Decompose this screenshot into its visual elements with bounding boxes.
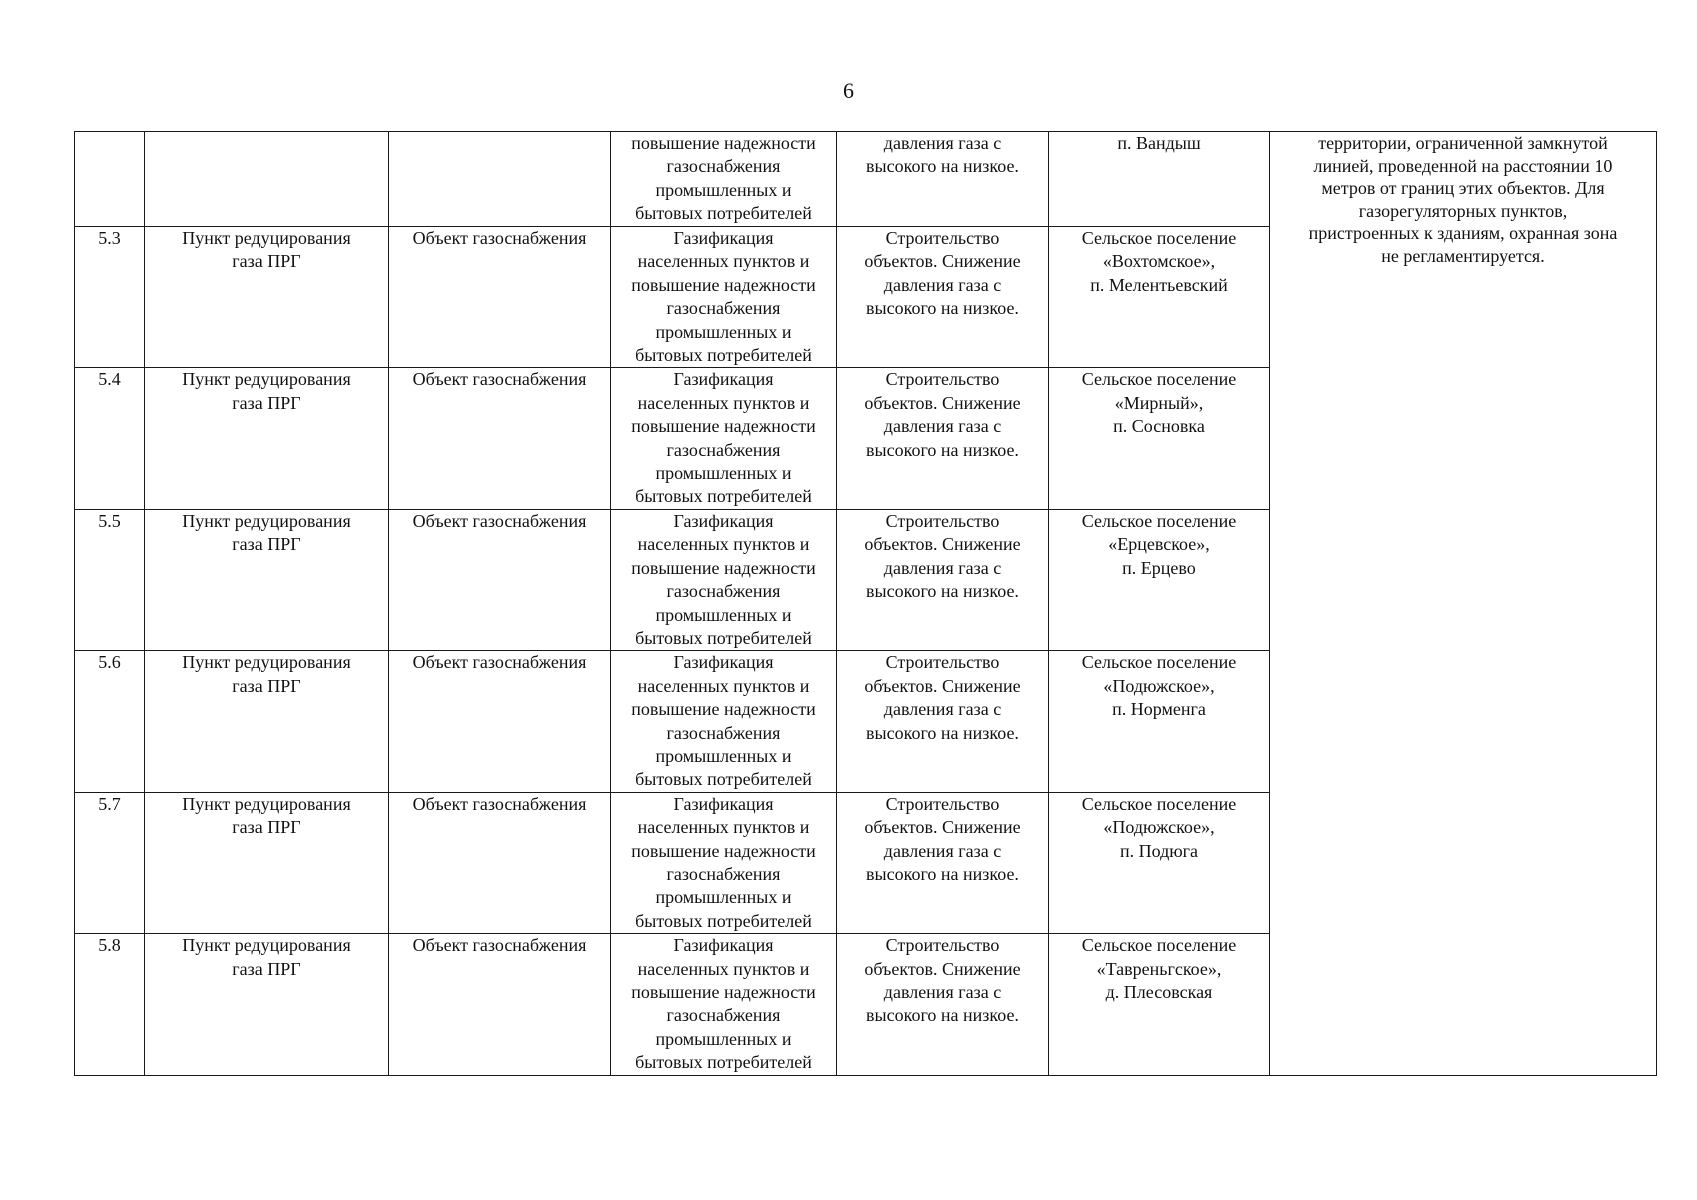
location-cell: Сельское поселение «Ерцевское», п. Ерцево — [1049, 509, 1270, 650]
row-number-cell: 5.5 — [75, 509, 145, 650]
location-cell: п. Вандыш — [1049, 132, 1270, 227]
object-name-cell — [145, 132, 389, 227]
row-number-cell — [75, 132, 145, 227]
characteristics-cell: давления газа с высокого на низкое. — [837, 132, 1049, 227]
object-type-cell: Объект газоснабжения — [389, 509, 611, 650]
row-number-cell: 5.3 — [75, 227, 145, 368]
purpose-cell: Газификация населенных пунктов и повышение надежности газоснабжения промышленных и бытовых потребителей — [611, 651, 837, 792]
object-name-cell: Пункт редуцирования газа ПРГ — [145, 368, 389, 509]
characteristics-cell: Строительство объектов. Снижение давления газа с высокого на низкое. — [837, 227, 1049, 368]
characteristics-cell: Строительство объектов. Снижение давления газа с высокого на низкое. — [837, 934, 1049, 1075]
purpose-cell: Газификация населенных пунктов и повышение надежности газоснабжения промышленных и бытовых потребителей — [611, 368, 837, 509]
row-number-cell: 5.6 — [75, 651, 145, 792]
table-row — [75, 132, 1657, 227]
object-name-cell: Пункт редуцирования газа ПРГ — [145, 792, 389, 933]
object-type-cell: Объект газоснабжения — [389, 934, 611, 1075]
page-number: 6 — [843, 78, 854, 103]
object-name-cell: Пункт редуцирования газа ПРГ — [145, 227, 389, 368]
object-name-cell: Пункт редуцирования газа ПРГ — [145, 651, 389, 792]
location-cell: Сельское поселение «Подюжское», п. Норменга — [1049, 651, 1270, 792]
location-cell: Сельское поселение «Вохтомское», п. Мелентьевский — [1049, 227, 1270, 368]
object-type-cell: Объект газоснабжения — [389, 368, 611, 509]
object-type-cell: Объект газоснабжения — [389, 792, 611, 933]
location-cell: Сельское поселение «Подюжское», п. Подюга — [1049, 792, 1270, 933]
objects-table — [74, 131, 1657, 1076]
purpose-cell: Газификация населенных пунктов и повышение надежности газоснабжения промышленных и бытовых потребителей — [611, 227, 837, 368]
location-cell: Сельское поселение «Мирный», п. Сосновка — [1049, 368, 1270, 509]
row-number-cell: 5.4 — [75, 368, 145, 509]
protection-zone-note-cell: территории, ограниченной замкнутой линией, проведенной на расстоянии 10 метров от границ этих объектов. Для газорегуляторных пунктов, пристроенных к зданиям, охранная зона не регламентируется. — [1270, 132, 1657, 1076]
purpose-cell: Газификация населенных пунктов и повышение надежности газоснабжения промышленных и бытовых потребителей — [611, 934, 837, 1075]
object-type-cell — [389, 132, 611, 227]
purpose-cell: Газификация населенных пунктов и повышение надежности газоснабжения промышленных и бытовых потребителей — [611, 509, 837, 650]
characteristics-cell: Строительство объектов. Снижение давления газа с высокого на низкое. — [837, 368, 1049, 509]
characteristics-cell: Строительство объектов. Снижение давления газа с высокого на низкое. — [837, 651, 1049, 792]
location-cell: Сельское поселение «Тавреньгское», д. Плесовская — [1049, 934, 1270, 1075]
purpose-cell: повышение надежности газоснабжения промышленных и бытовых потребителей — [611, 132, 837, 227]
purpose-cell: Газификация населенных пунктов и повышение надежности газоснабжения промышленных и бытовых потребителей — [611, 792, 837, 933]
row-number-cell: 5.8 — [75, 934, 145, 1075]
object-name-cell: Пункт редуцирования газа ПРГ — [145, 509, 389, 650]
object-type-cell: Объект газоснабжения — [389, 227, 611, 368]
characteristics-cell: Строительство объектов. Снижение давления газа с высокого на низкое. — [837, 509, 1049, 650]
object-type-cell: Объект газоснабжения — [389, 651, 611, 792]
characteristics-cell: Строительство объектов. Снижение давления газа с высокого на низкое. — [837, 792, 1049, 933]
object-name-cell: Пункт редуцирования газа ПРГ — [145, 934, 389, 1075]
row-number-cell: 5.7 — [75, 792, 145, 933]
